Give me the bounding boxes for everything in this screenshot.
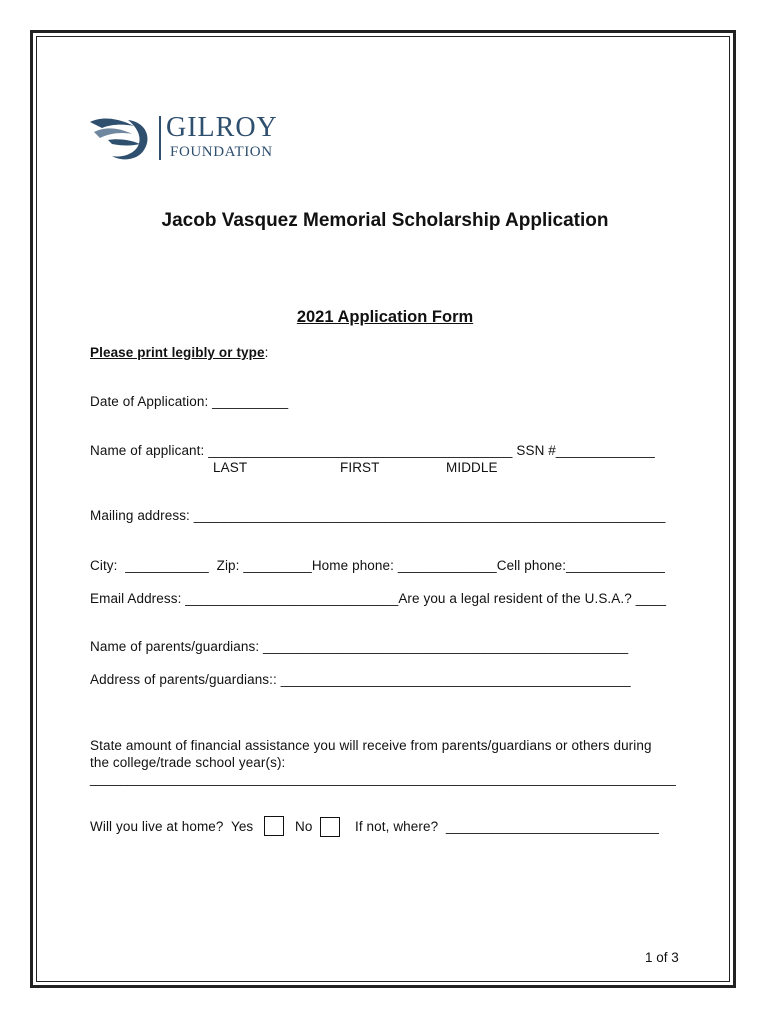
mailing-address-field[interactable]: Mailing address: ______________________________________________________________	[90, 508, 666, 523]
page-number: 1 of 3	[645, 950, 679, 965]
if-not-where-field[interactable]: If not, where? ____________________________	[355, 819, 659, 834]
instruction-line	[90, 345, 268, 360]
form-subtitle: 2021 Application Form	[296, 308, 474, 326]
live-at-home-question: Will you live at home? Yes	[90, 819, 254, 834]
financial-assistance-prompt: State amount of financial assistance you will receive from parents/guardians or others during	[90, 738, 652, 753]
document-title: Jacob Vasquez Memorial Scholarship Application	[161, 210, 609, 231]
name-of-applicant-field[interactable]: Name of applicant: ________________________________________ SSN #_____________	[90, 443, 655, 458]
gilroy-foundation-logo	[88, 110, 308, 166]
logo-subtitle: FOUNDATION	[170, 144, 273, 160]
parents-name-field[interactable]: Name of parents/guardians: ________________________________________________	[90, 639, 629, 654]
city-zip-phone-field[interactable]: City: ___________ Zip: _________Home phone: _____________Cell phone:_____________	[90, 558, 666, 573]
name-part-middle: MIDDLE	[446, 460, 498, 475]
email-resident-field[interactable]: Email Address: ____________________________Are you a legal resident of the U.S.A.? ____	[90, 591, 667, 606]
instruction-label: Please print legibly or type	[90, 345, 265, 360]
no-label: No	[295, 819, 313, 834]
no-checkbox[interactable]	[320, 817, 340, 837]
instruction-suffix: :	[264, 345, 269, 360]
financial-assistance-prompt-cont: the college/trade school year(s):	[90, 755, 286, 770]
yes-checkbox[interactable]	[264, 816, 284, 836]
logo-name: GILROY	[166, 112, 278, 143]
gilroy-swoosh-icon	[88, 112, 154, 164]
financial-assistance-field[interactable]: _____________________________________________________________________________	[90, 771, 676, 786]
name-part-last: LAST	[213, 460, 248, 475]
name-part-first: FIRST	[340, 460, 380, 475]
date-of-application-field[interactable]: Date of Application: __________	[90, 394, 289, 409]
logo-divider	[159, 116, 161, 160]
parents-address-field[interactable]: Address of parents/guardians:: ______________________________________________	[90, 672, 631, 687]
